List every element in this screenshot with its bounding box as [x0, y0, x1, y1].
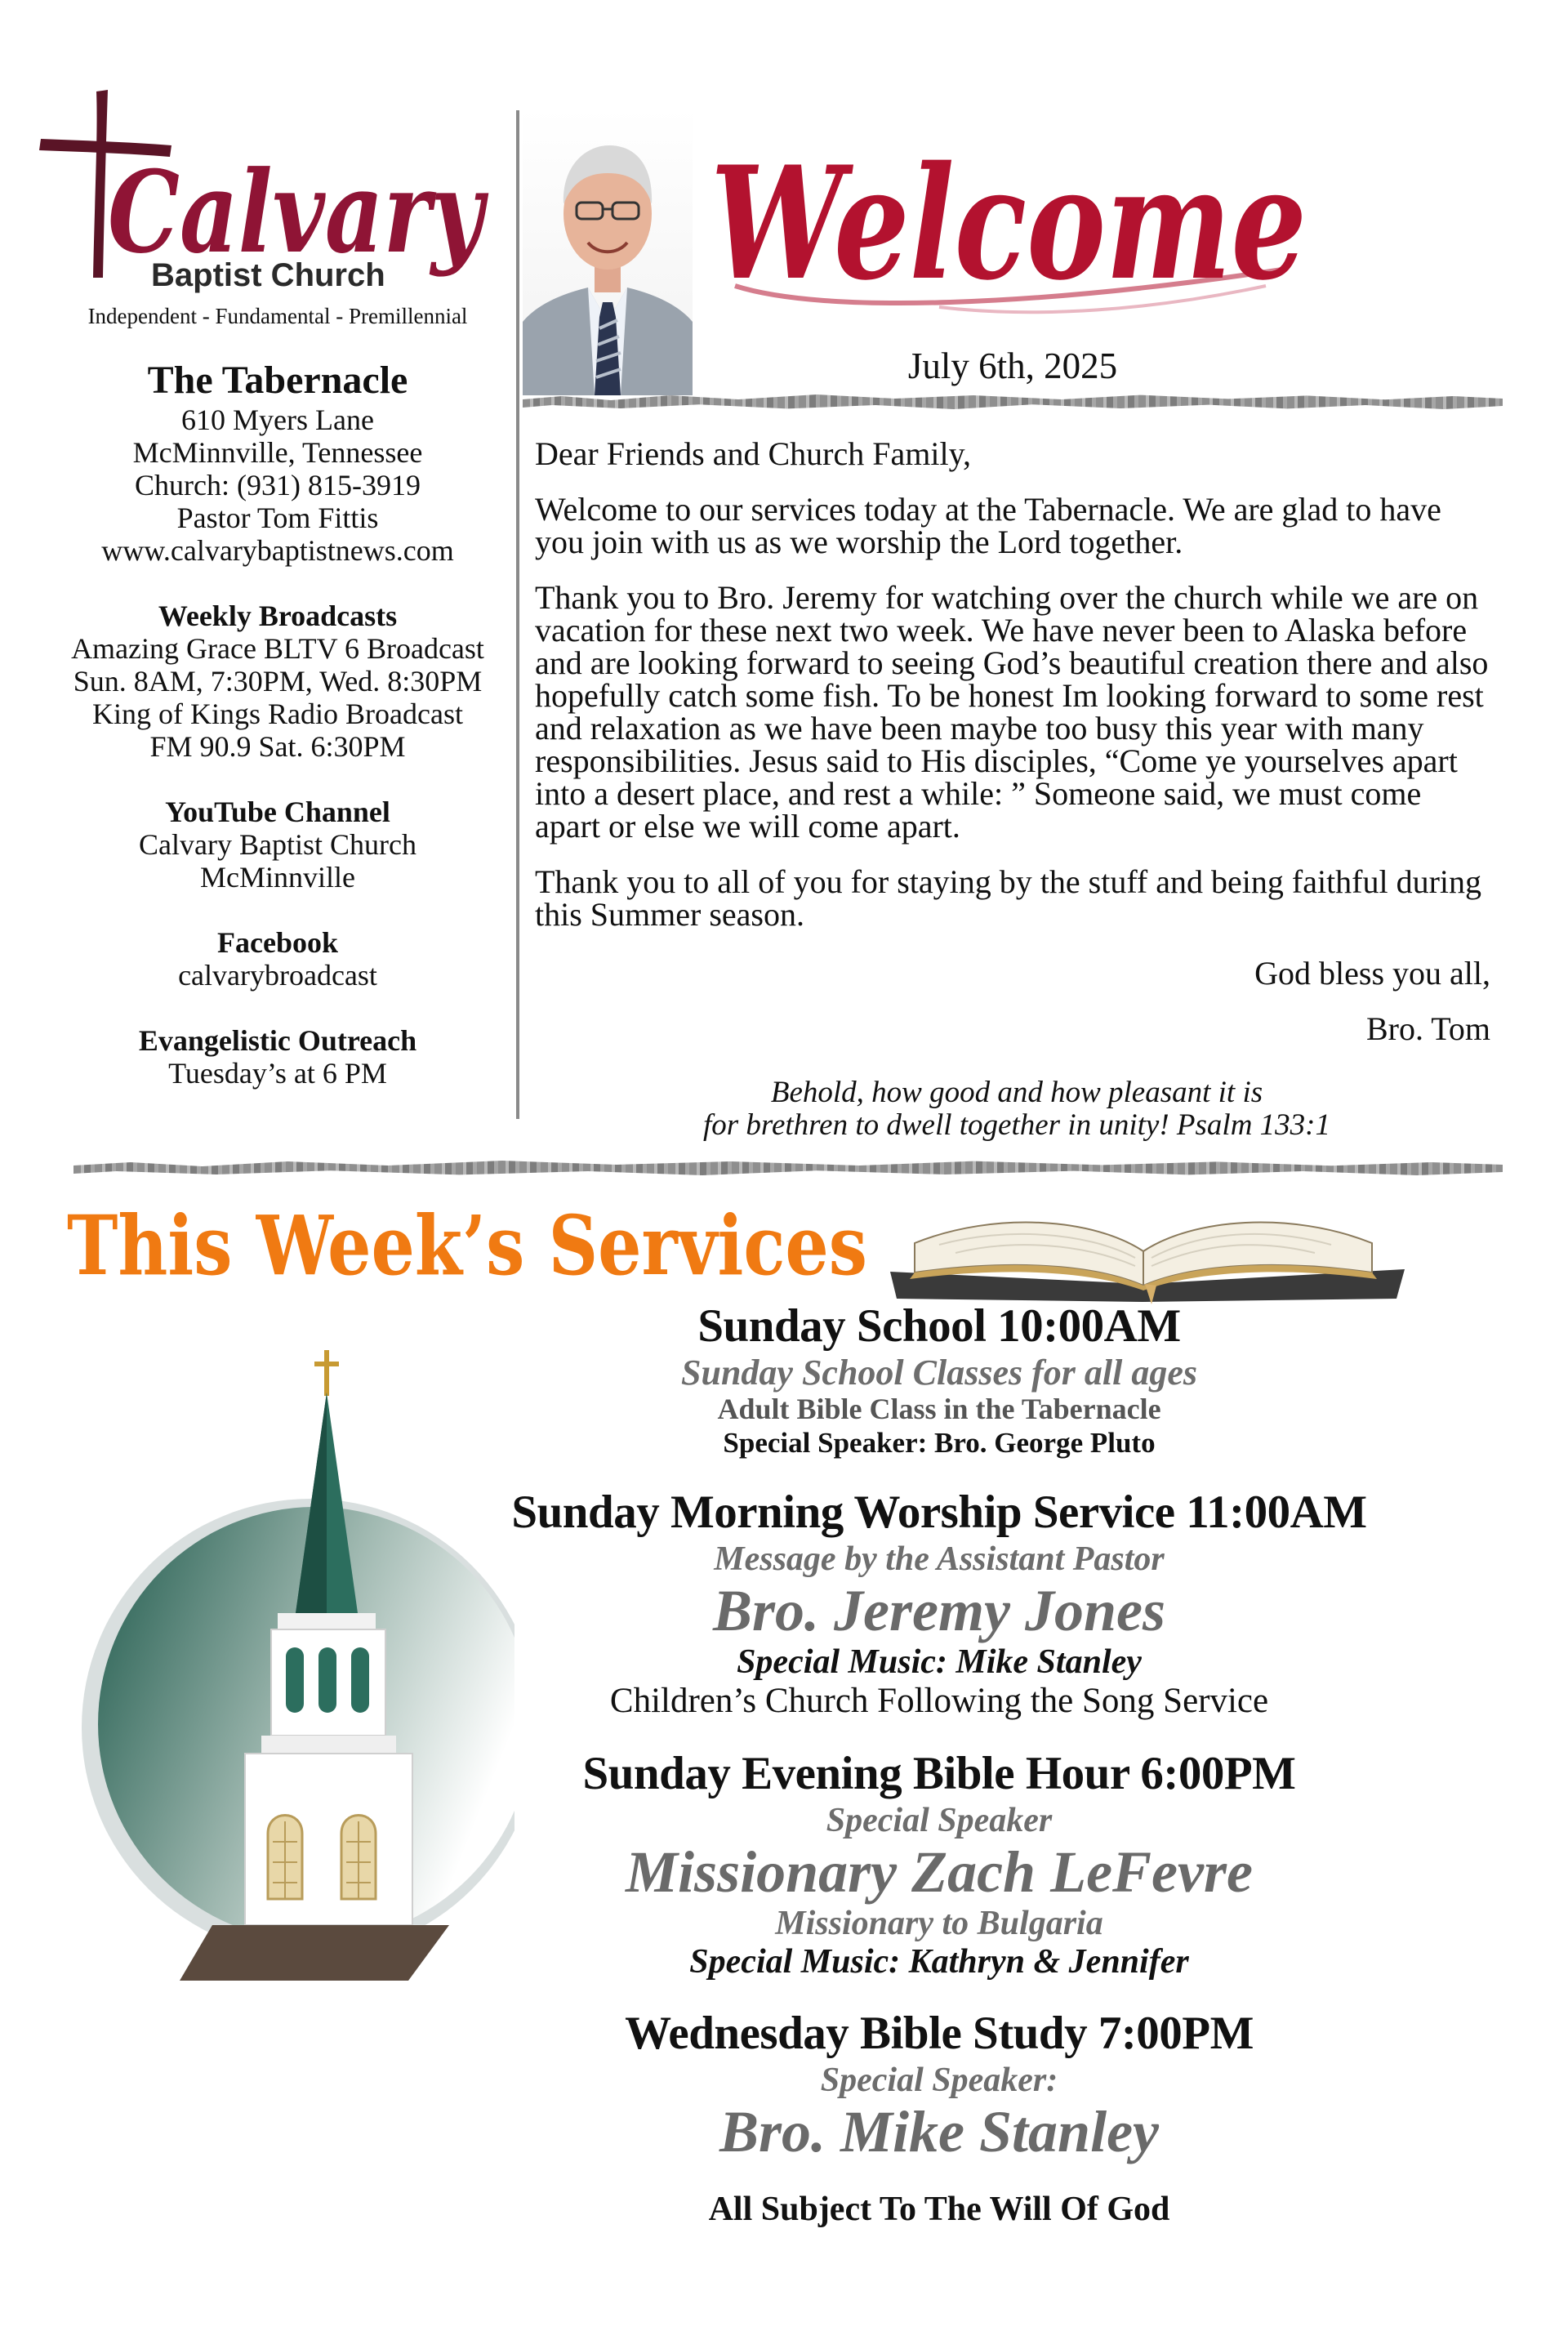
services-heading-text: This Week’s Services [67, 1197, 867, 1294]
pastor-photo [523, 108, 693, 395]
sunday-school-line: Sunday School Classes for all ages [681, 1353, 1197, 1393]
facebook-line: calvarybroadcast [178, 959, 377, 992]
morning-service-music: Special Music: Mike Stanley [737, 1643, 1142, 1681]
bulletin-date: July 6th, 2025 [907, 345, 1118, 386]
services-footer: All Subject To The Will Of God [708, 2191, 1170, 2228]
letter-greeting: Dear Friends and Church Family, [535, 435, 971, 472]
welcome-script-text: Welcome [710, 132, 1307, 314]
church-logo [33, 82, 506, 302]
morning-service-speaker: Bro. Jeremy Jones [713, 1578, 1165, 1643]
logo-name: Calvary [108, 145, 490, 279]
broadcast-line: Amazing Grace BLTV 6 Broadcast [71, 632, 484, 665]
youtube-heading: YouTube Channel [165, 796, 390, 828]
wednesday-study-line: Special Speaker: [820, 2061, 1058, 2099]
verse-line: for brethren to dwell together in unity! Psalm 133:1 [702, 1108, 1330, 1142]
church-steeple-art [57, 1344, 514, 1981]
location-website[interactable]: www.calvarybaptistnews.com [101, 534, 454, 567]
facebook-heading: Facebook [217, 926, 338, 959]
sunday-school-line: Adult Bible Class in the Tabernacle [717, 1393, 1161, 1425]
letter-signoff [980, 946, 1490, 1057]
calvary-logo-art [33, 82, 506, 302]
outreach-line: Tuesday’s at 6 PM [168, 1057, 387, 1090]
verse-line: Behold, how good and how pleasant it is [770, 1076, 1263, 1109]
pastor-portrait-art [523, 108, 693, 395]
broadcast-line: King of Kings Radio Broadcast [92, 698, 463, 730]
wednesday-study-title: Wednesday Bible Study 7:00PM [625, 2008, 1254, 2059]
letter-paragraph: Thank you to all of you for staying by the stuff and being faithful during this Summer season. [535, 863, 1482, 933]
evening-service-title: Sunday Evening Bible Hour 6:00PM [582, 1748, 1296, 1799]
services-heading [67, 1197, 884, 1295]
pastor-letter [535, 435, 1494, 954]
column-divider [516, 110, 519, 1119]
wednesday-study-speaker: Bro. Mike Stanley [719, 2099, 1160, 2164]
logo-subtitle: Baptist Church [151, 257, 385, 293]
sunday-school-speaker: Special Speaker: Bro. George Pluto [723, 1427, 1156, 1459]
broadcast-line: Sun. 8AM, 7:30PM, Wed. 8:30PM [73, 665, 483, 698]
location-street: 610 Myers Lane [181, 403, 374, 436]
location-name: The Tabernacle [147, 359, 408, 402]
scripture-verse [539, 1076, 1494, 1142]
outreach-heading: Evangelistic Outreach [138, 1024, 417, 1057]
location-city: McMinnville, Tennessee [132, 436, 423, 469]
letter-paragraph: Thank you to Bro. Jeremy for watching over the church while we are on vacation for these next two week. We have never been to Alaska before and are looking forward to seeing God’s beautiful creation there and also hopefully catch some fish. To be honest Im looking forward to some rest and relaxation as we have been maybe too busy this year with many responsibilities. Jesus said to His disciples, “Come ye yourselves apart into a desert place, and rest a while: ” Someone said, we must come apart or else we will come apart. [535, 579, 1489, 845]
morning-service-children: Children’s Church Following the Song Service [609, 1682, 1269, 1720]
youtube-line: Calvary Baptist Church [139, 828, 416, 861]
church-info-column [33, 358, 523, 1090]
location-phone: Church: (931) 815-3919 [135, 469, 421, 501]
evening-service-speaker: Missionary Zach LeFevre [626, 1839, 1253, 1905]
evening-service-line: Special Speaker [826, 1802, 1053, 1839]
welcome-script-art [694, 114, 1315, 327]
letter-signature: Bro. Tom [1365, 1010, 1490, 1047]
evening-service-line: Missionary to Bulgaria [775, 1905, 1103, 1942]
broadcasts-heading: Weekly Broadcasts [158, 599, 398, 632]
services-list [457, 1299, 1421, 2230]
letter-closing: God bless you all, [1254, 955, 1490, 992]
broadcast-line: FM 90.9 Sat. 6:30PM [149, 730, 406, 763]
middle-divider [74, 1160, 1503, 1176]
morning-service-title: Sunday Morning Worship Service 11:00AM [511, 1486, 1367, 1538]
morning-service-line: Message by the Assistant Pastor [714, 1540, 1165, 1578]
top-divider [523, 394, 1503, 410]
evening-service-music: Special Music: Kathryn & Jennifer [689, 1943, 1189, 1981]
open-bible-icon [882, 1194, 1413, 1304]
tagline: Independent - Fundamental - Premillennial [87, 304, 468, 328]
sunday-school-title: Sunday School 10:00AM [697, 1300, 1181, 1352]
location-pastor: Pastor Tom Fittis [176, 501, 379, 534]
youtube-line: McMinnville [200, 861, 355, 894]
letter-paragraph: Welcome to our services today at the Tabernacle. We are glad to have you join with us as we worship the Lord together. [535, 491, 1441, 560]
